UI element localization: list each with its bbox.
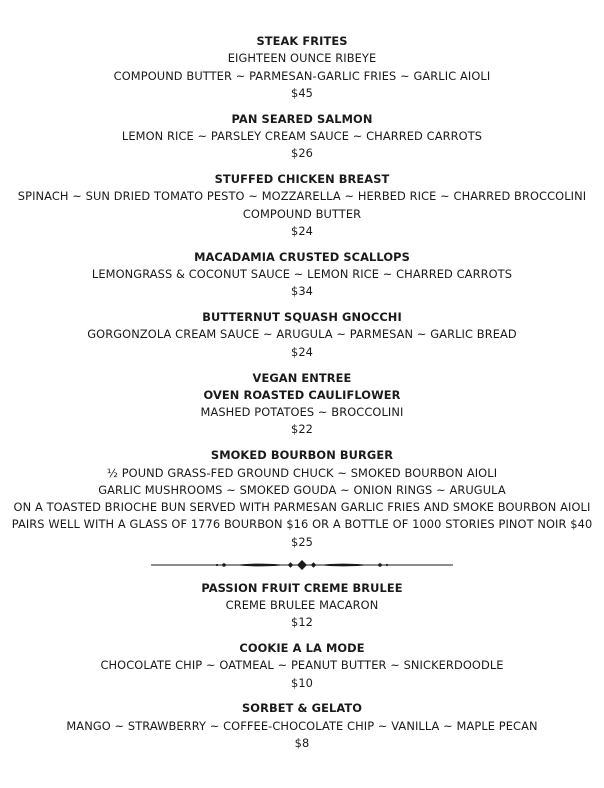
menu-item-smoked-bourbon-burger: [0, 447, 604, 551]
item-description: COMPOUND BUTTER: [242, 206, 362, 221]
item-description: COMPOUND BUTTER ~ PARMESAN-GARLIC FRIES ~ GARLIC AIOLI: [113, 68, 491, 83]
menu-item-sorbet-gelato: [0, 700, 604, 752]
item-title: COOKIE A LA MODE: [239, 640, 365, 655]
item-description: ON A TOASTED BRIOCHE BUN SERVED WITH PARMESAN GARLIC FRIES AND SMOKE BOURBON AIOLI: [13, 500, 591, 515]
item-description: SPINACH ~ SUN DRIED TOMATO PESTO ~ MOZZARELLA ~ HERBED RICE ~ CHARRED BROCCOLINI: [17, 189, 587, 204]
item-title: STUFFED CHICKEN BREAST: [214, 172, 390, 187]
item-description: MANGO ~ STRAWBERRY ~ COFFEE-CHOCOLATE CHIP ~ VANILLA ~ MAPLE PECAN: [66, 718, 538, 733]
menu-item-oven-roasted-cauliflower: [0, 370, 604, 439]
item-description: GORGONZOLA CREAM SAUCE ~ ARUGULA ~ PARMESAN ~ GARLIC BREAD: [87, 327, 517, 342]
item-price: $34: [290, 284, 314, 299]
item-price: $45: [290, 85, 314, 100]
menu-item-macadamia-crusted-scallops: [0, 249, 604, 301]
item-description: PAIRS WELL WITH A GLASS OF 1776 BOURBON $16 OR A BOTTLE OF 1000 STORIES PINOT NOIR $40: [11, 517, 593, 532]
item-title: MACADAMIA CRUSTED SCALLOPS: [194, 249, 410, 264]
item-description: CREME BRULEE MACARON: [225, 597, 379, 612]
item-price: $8: [294, 735, 310, 750]
menu-item-pan-seared-salmon: [0, 111, 604, 163]
item-price: $24: [290, 223, 314, 238]
item-price: $22: [290, 422, 314, 437]
item-price: $26: [290, 146, 314, 161]
menu-item-butternut-squash-gnocchi: [0, 309, 604, 361]
item-description: LEMON RICE ~ PARSLEY CREAM SAUCE ~ CHARRED CARROTS: [121, 128, 483, 143]
item-title: BUTTERNUT SQUASH GNOCCHI: [202, 310, 402, 325]
item-description: CHOCOLATE CHIP ~ OATMEAL ~ PEANUT BUTTER ~ SNICKERDOODLE: [100, 658, 504, 673]
item-title: STEAK FRITES: [256, 34, 348, 48]
ornamental-divider-icon: [151, 559, 453, 571]
item-title: OVEN ROASTED CAULIFLOWER: [203, 387, 401, 402]
item-description: LEMONGRASS & COCONUT SAUCE ~ LEMON RICE ~ CHARRED CARROTS: [91, 267, 513, 282]
menu-item-stuffed-chicken-breast: [0, 171, 604, 240]
menu-item-cookie-a-la-mode: [0, 640, 604, 692]
item-description: MASHED POTATOES ~ BROCCOLINI: [200, 405, 404, 420]
item-price: $10: [290, 675, 314, 690]
item-price: $25: [290, 534, 314, 549]
item-description: EIGHTEEN OUNCE RIBEYE: [227, 51, 377, 66]
item-description: ½ POUND GRASS-FED GROUND CHUCK ~ SMOKED BOURBON AIOLI: [106, 465, 498, 480]
section-heading-vegan: VEGAN ENTREE: [252, 370, 352, 385]
item-price: $12: [290, 615, 314, 630]
menu-item-steak-frites: [0, 33, 604, 102]
item-title: PAN SEARED SALMON: [231, 111, 373, 126]
menu-item-passion-fruit-creme-brulee: [0, 580, 604, 632]
item-description: GARLIC MUSHROOMS ~ SMOKED GOUDA ~ ONION RINGS ~ ARUGULA: [98, 482, 506, 497]
item-title: SORBET & GELATO: [241, 701, 363, 716]
item-title: SMOKED BOURBON BURGER: [210, 448, 394, 463]
item-price: $24: [290, 344, 314, 359]
item-title: PASSION FRUIT CREME BRULEE: [201, 580, 403, 595]
